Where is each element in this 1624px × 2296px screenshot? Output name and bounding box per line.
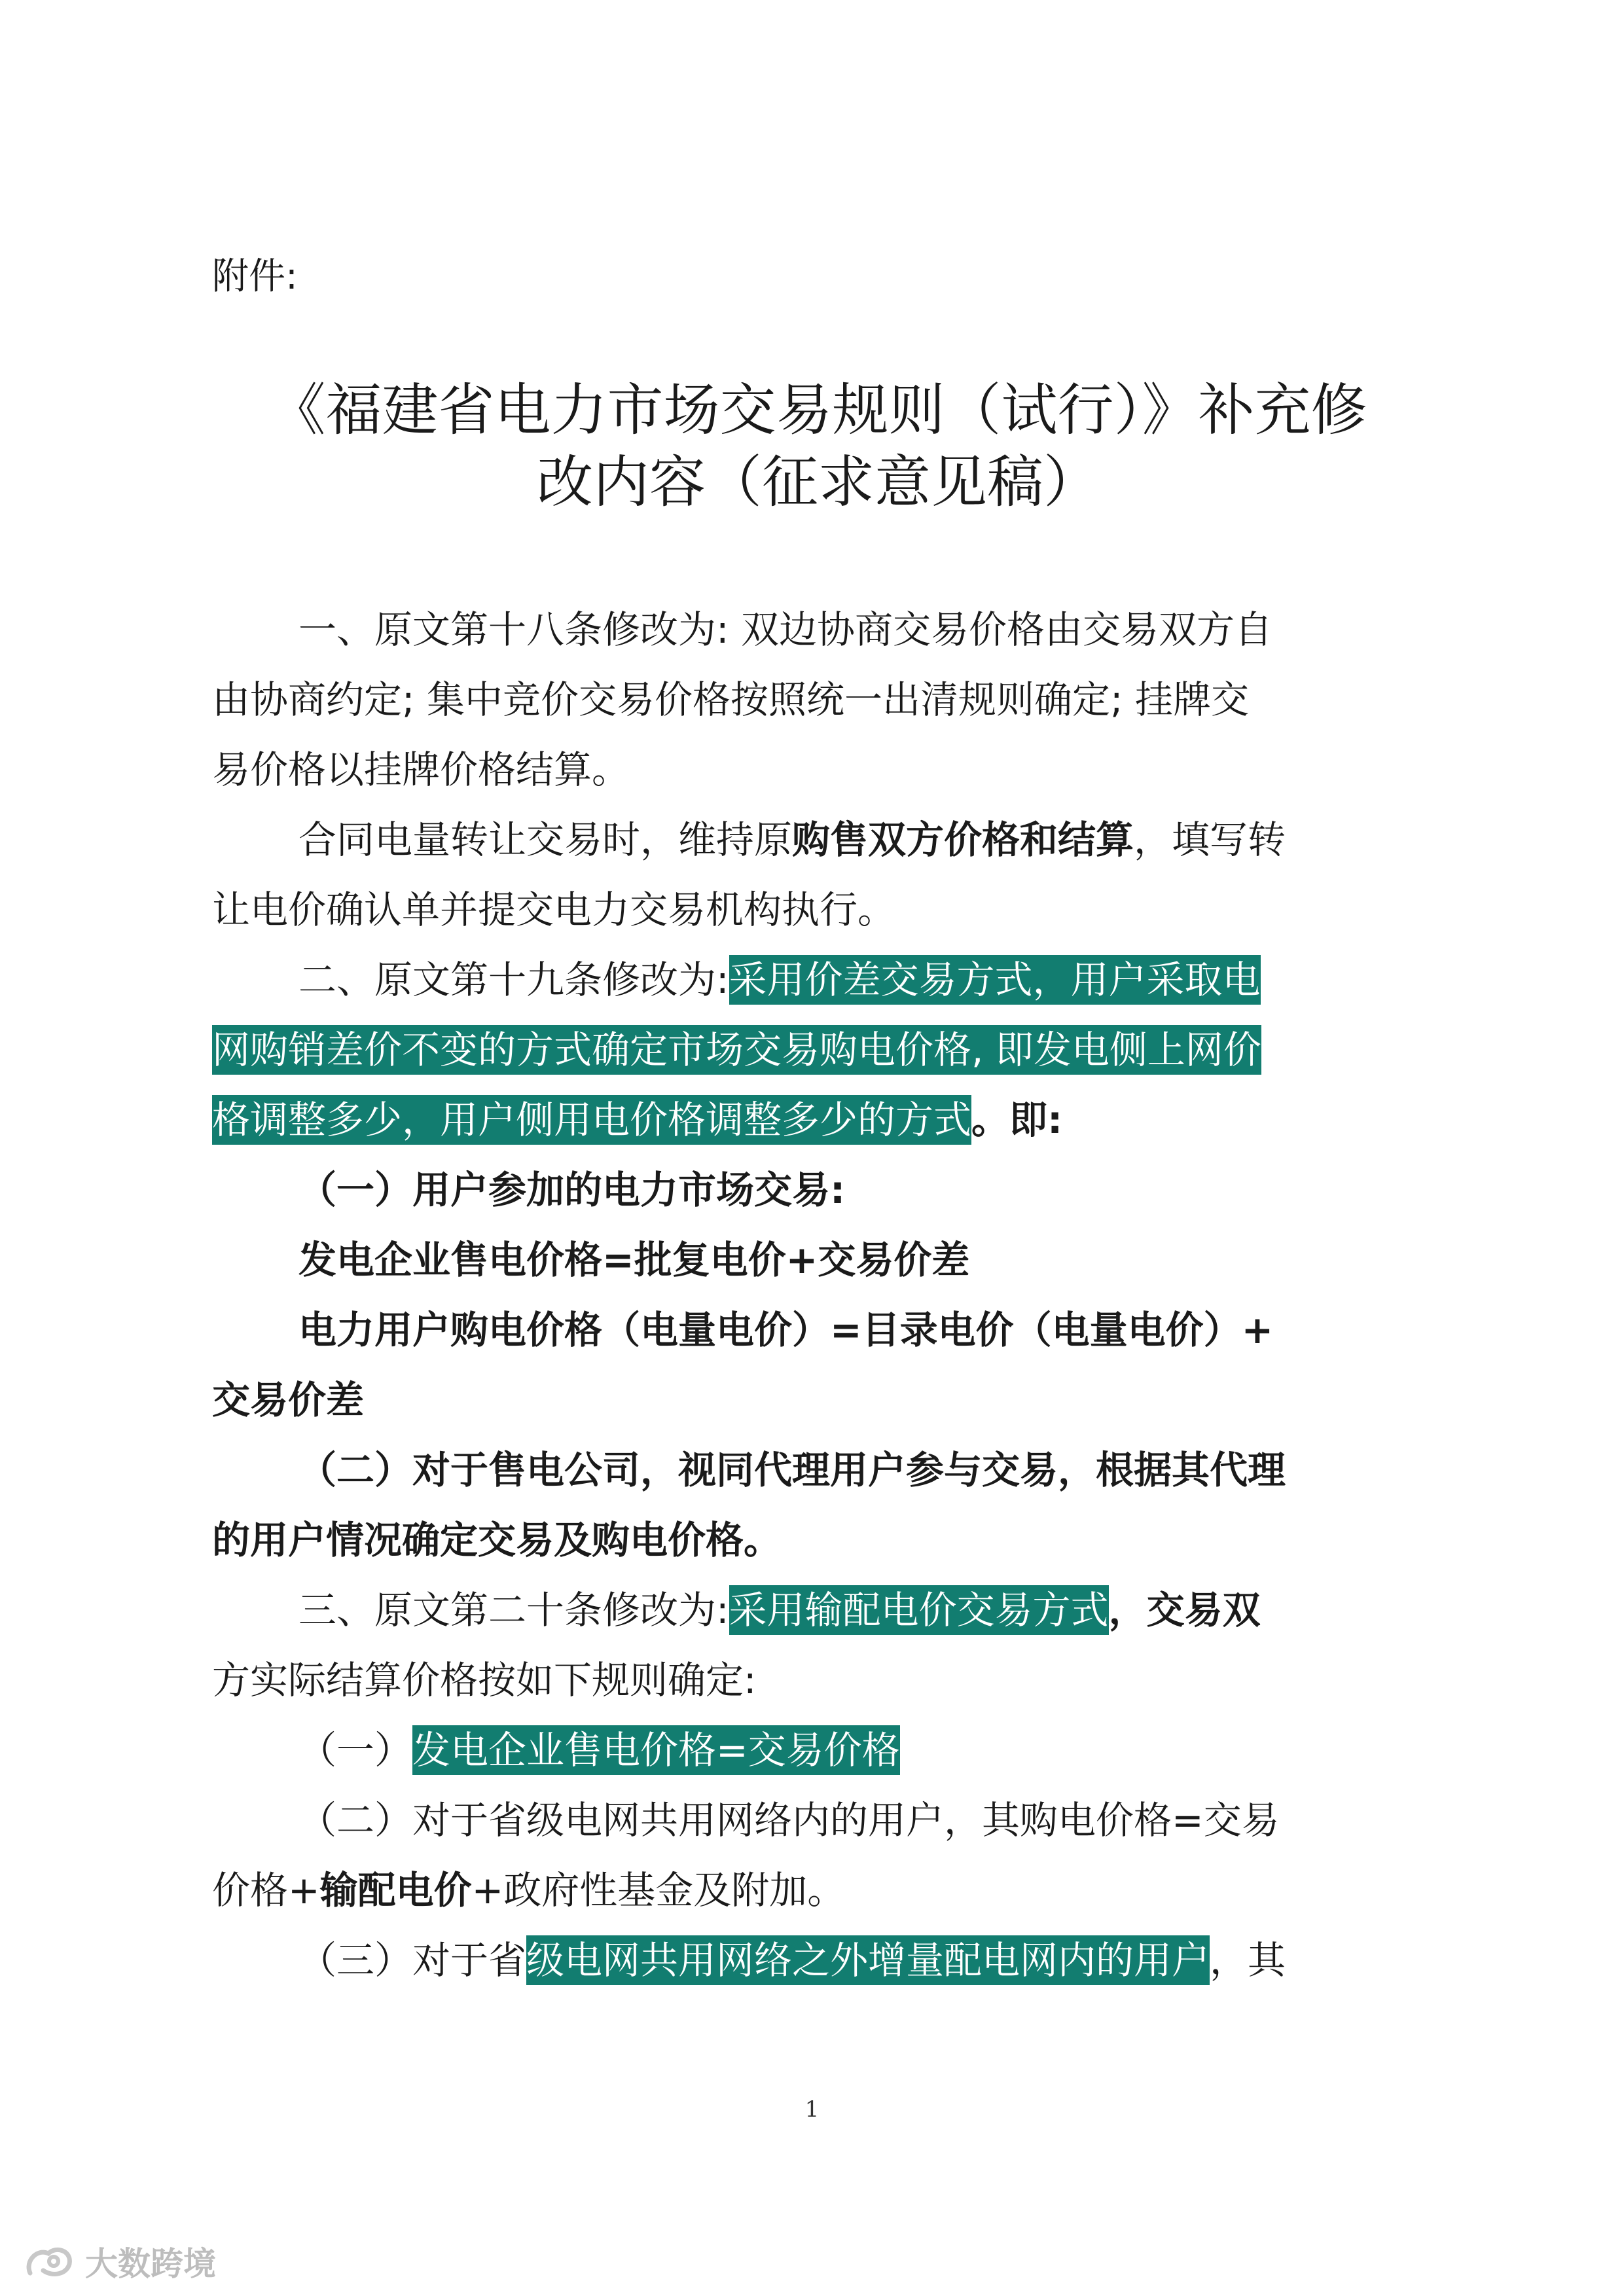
section3-item1 xyxy=(298,1723,900,1778)
section3-item1-highlight: 发电企业售电价格=交易价格 xyxy=(412,1725,900,1775)
section3-item3-text-a: （三）对于省 xyxy=(298,1938,527,1982)
section3-item2-text-a: 价格+ xyxy=(212,1868,320,1912)
paragraph2-bold: 购售双方价格和结算 xyxy=(792,817,1134,862)
section3-item2-line2 xyxy=(212,1863,845,1918)
section2-line2 xyxy=(212,1022,1261,1077)
section1-line3: 易价格以挂牌价格结算。 xyxy=(212,747,630,792)
section2-sub2-line1: （二）对于售电公司，视同代理用户参与交易，根据其代理 xyxy=(298,1448,1286,1492)
section3-item2-line1: （二）对于省级电网共用网络内的用户，其购电价格=交易 xyxy=(298,1798,1280,1842)
section3-item3-line1 xyxy=(298,1933,1286,1988)
section2-line3 xyxy=(212,1092,1062,1147)
paragraph2-text-c: ，填写转 xyxy=(1134,817,1286,862)
section1-line1: 一、原文第十八条修改为: 双边协商交易价格由交易双方自 xyxy=(298,607,1272,652)
attachment-label: 附件: xyxy=(212,255,298,298)
paragraph2-text-a: 合同电量转让交易时，维持原 xyxy=(298,817,793,862)
section2-tail: 。即: xyxy=(971,1098,1063,1142)
section3-item3-highlight: 级电网共用网络之外增量配电网内的用户 xyxy=(526,1935,1210,1985)
section2-sub2-line2: 的用户情况确定交易及购电价格。 xyxy=(212,1518,782,1562)
section3-item2-bold: 输配电价 xyxy=(319,1868,472,1912)
document-title-line1: 《福建省电力市场交易规则（试行）》补充修 xyxy=(269,378,1367,443)
section3-item3-text-c: ，其 xyxy=(1210,1938,1286,1982)
section3-highlight1: 采用输配电价交易方式 xyxy=(729,1585,1109,1635)
paragraph2-line2: 让电价确认单并提交电力交易机构执行。 xyxy=(212,888,896,932)
section3-line1 xyxy=(298,1583,1261,1638)
watermark-text: 大数跨境 xyxy=(85,2245,216,2283)
section2-line1 xyxy=(298,952,1261,1007)
section1-line2: 由协商约定; 集中竞价交易价格按照统一出清规则确定; 挂牌交 xyxy=(212,677,1249,722)
section3-line2: 方实际结算价格按如下规则确定: xyxy=(212,1658,757,1702)
document-title-line2: 改内容（征求意见稿） xyxy=(537,450,1100,515)
section2-highlight1: 采用价差交易方式，用户采取电 xyxy=(729,955,1261,1005)
section3-tail: ，交易双 xyxy=(1108,1588,1261,1632)
section2-highlight2: 网购销差价不变的方式确定市场交易购电价格, 即发电侧上网价 xyxy=(212,1025,1261,1075)
section3-item1-number: （一） xyxy=(298,1728,413,1772)
watermark xyxy=(24,2238,216,2284)
formula-user-price-line1: 电力用户购电价格（电量电价）=目录电价（电量电价）+ xyxy=(298,1308,1274,1352)
formula-user-price-line2: 交易价差 xyxy=(212,1378,365,1422)
formula-generator-price: 发电企业售电价格=批复电价+交易价差 xyxy=(298,1238,970,1282)
section3-heading: 三、原文第二十条修改为: xyxy=(298,1588,729,1632)
page-number: 1 xyxy=(804,2096,820,2123)
section3-item2-text-c: +政府性基金及附加。 xyxy=(471,1868,846,1912)
section2-heading: 二、原文第十九条修改为: xyxy=(298,958,729,1002)
paragraph2-line1 xyxy=(298,812,1286,867)
section2-sub1-title: （一）用户参加的电力市场交易: xyxy=(298,1168,846,1212)
logo-icon xyxy=(24,2242,76,2281)
section2-highlight3: 格调整多少，用户侧用电价格调整多少的方式 xyxy=(212,1095,971,1145)
